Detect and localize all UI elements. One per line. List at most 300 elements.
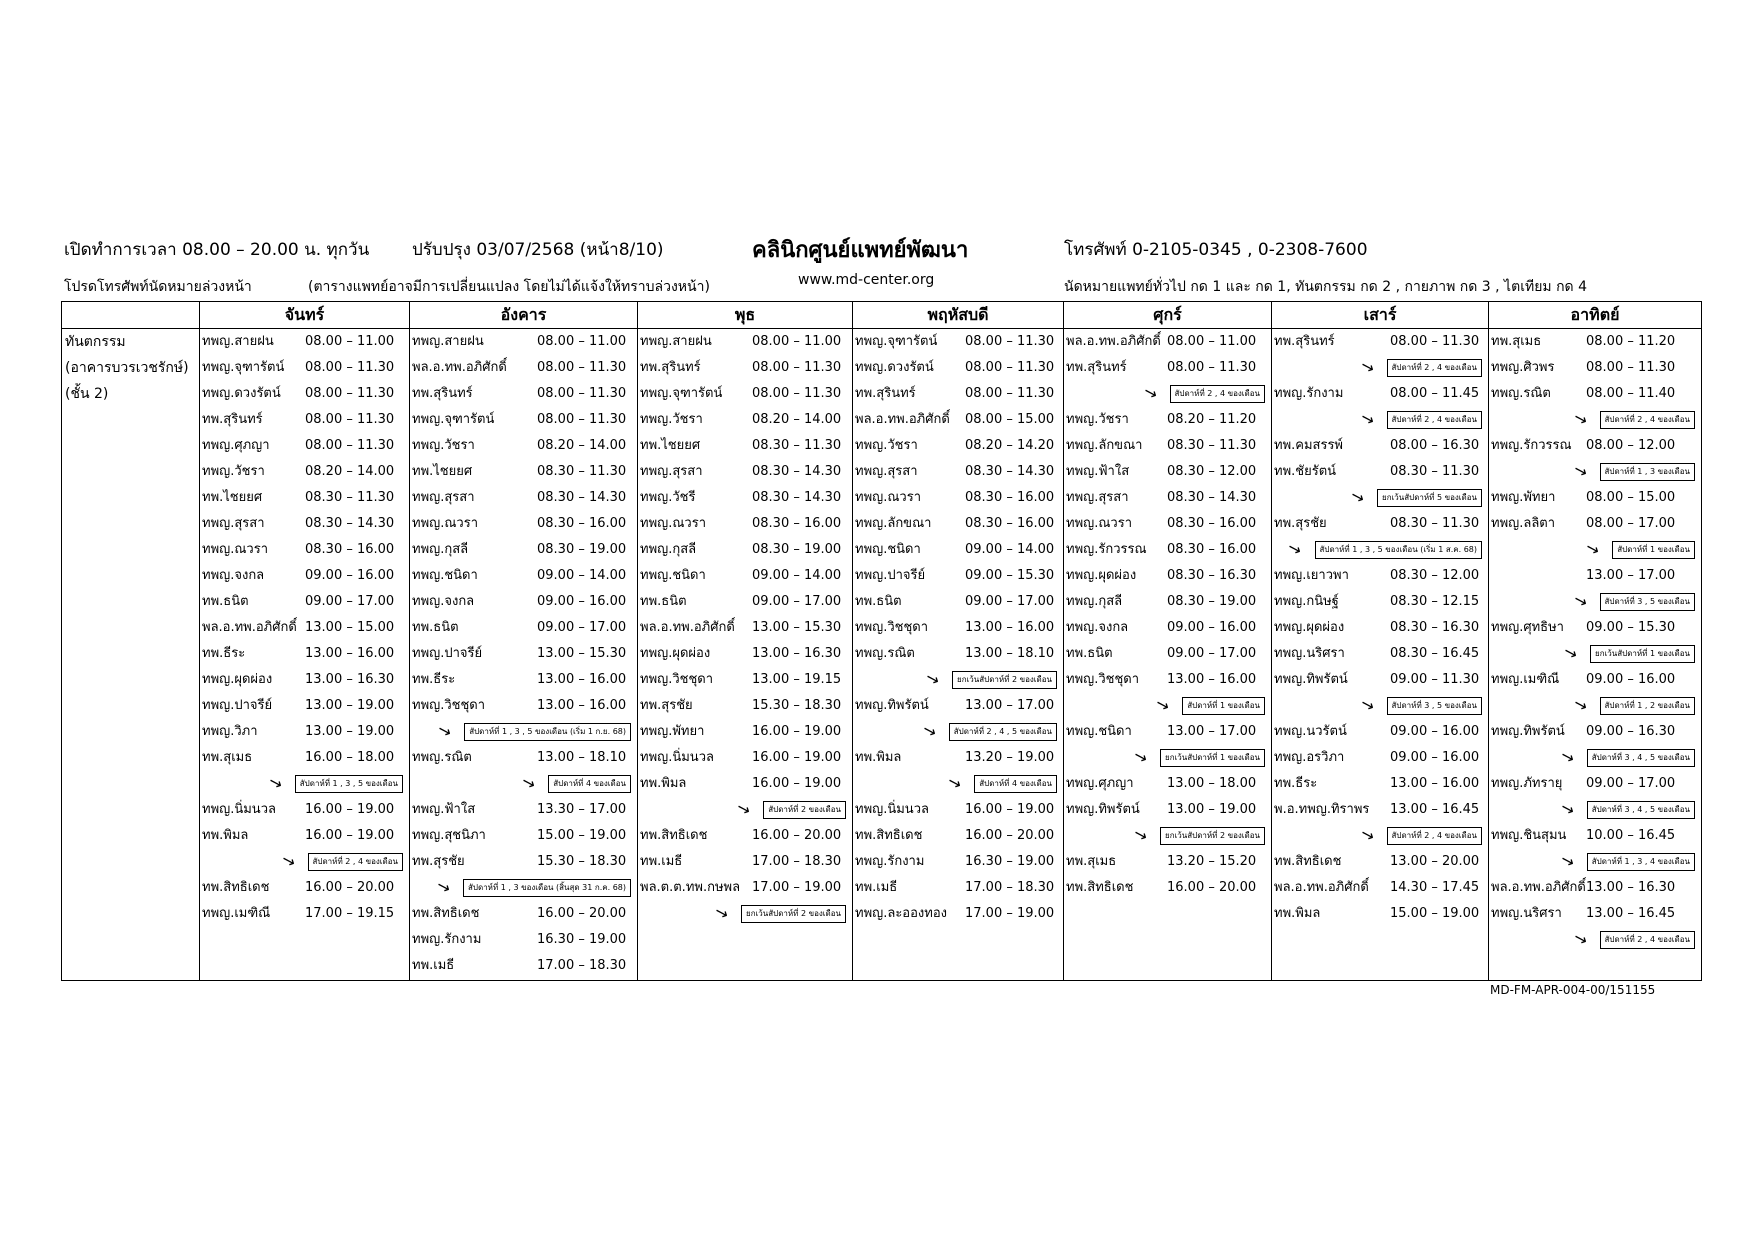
week-note: สัปดาห์ที่ 1 , 2 ของเดือน [1600, 697, 1695, 715]
department-floor: (ชั้น 2) [65, 386, 109, 402]
doctor-entry [410, 823, 637, 849]
doctor-name: ทพญ.อรวิภา [1274, 750, 1345, 765]
arrow-icon: → [1570, 589, 1592, 613]
note-row [1064, 745, 1271, 771]
week-note: สัปดาห์ที่ 3 , 4 , 5 ของเดือน [1587, 801, 1695, 819]
time-range: 08.30 – 16.00 [965, 516, 1055, 531]
doctor-entry [853, 459, 1063, 485]
time-range: 08.30 – 14.30 [305, 516, 395, 531]
doctor-entry [1272, 563, 1488, 589]
doctor-name: พล.อ.ทพ.อภิศักดิ์ [1491, 880, 1586, 895]
week-note: ยกเว้นสัปดาห์ที่ 5 ของเดือน [1377, 489, 1482, 507]
doctor-name: ทพ.พิมล [855, 750, 902, 765]
doctor-entry [1064, 563, 1271, 589]
doctor-name: ทพญ.กนิษฐ์ [1274, 594, 1339, 609]
time-range: 08.00 – 11.20 [1586, 334, 1676, 349]
time-range: 08.00 – 11.30 [305, 360, 395, 375]
week-note: สัปดาห์ที่ 2 , 4 ของเดือน [1600, 411, 1695, 429]
time-range: 08.30 – 16.30 [1167, 568, 1257, 583]
note-row [1272, 407, 1488, 433]
doctor-entry [410, 667, 637, 693]
doctor-name: ทพ.สิทธิเดช [412, 906, 480, 921]
week-note: สัปดาห์ที่ 4 ของเดือน [548, 775, 631, 793]
doctor-entry [410, 329, 637, 355]
doctor-entry [1272, 433, 1488, 459]
doctor-entry [200, 797, 409, 823]
doctor-entry [1272, 771, 1488, 797]
doctor-entry [1489, 485, 1701, 511]
doctor-name: ทพ.สุรินทร์ [855, 386, 916, 401]
doctor-name: พล.อ.ทพ.อภิศักดิ์ [412, 360, 507, 375]
time-range: 08.30 – 16.45 [1390, 646, 1480, 661]
schedule-table [61, 301, 1702, 981]
week-note: สัปดาห์ที่ 2 , 4 ของเดือน [1170, 385, 1265, 403]
note-row [638, 797, 852, 823]
time-range: 09.00 – 17.00 [305, 594, 395, 609]
doctor-entry [410, 485, 637, 511]
doctor-name: ทพญ.ณวรา [412, 516, 478, 531]
week-note: ยกเว้นสัปดาห์ที่ 1 ของเดือน [1590, 645, 1695, 663]
doctor-entry [853, 615, 1063, 641]
doctor-name: ทพญ.ชนิดา [855, 542, 921, 557]
doctor-entry [410, 537, 637, 563]
time-range: 13.00 – 15.30 [537, 646, 627, 661]
note-row [1064, 381, 1271, 407]
doctor-entry [853, 537, 1063, 563]
doctor-name: ทพญ.สายฝน [202, 334, 274, 349]
arrow-icon: → [1557, 849, 1579, 873]
time-range: 09.00 – 14.00 [965, 542, 1055, 557]
schedule-body-row [62, 329, 1702, 981]
doctor-name: ทพญ.ปาจรีย์ [855, 568, 926, 583]
doctor-entry [1272, 459, 1488, 485]
arrow-icon: → [711, 901, 733, 925]
doctor-entry [410, 589, 637, 615]
doctor-name: ทพ.คมสรรพ์ [1274, 438, 1344, 453]
doctor-name: ทพ.ธีระ [202, 646, 246, 661]
doctor-entry [200, 745, 409, 771]
doctor-name: ทพญ.วัชรา [855, 438, 918, 453]
day-column-sun [1489, 329, 1702, 981]
note-row [1489, 745, 1701, 771]
time-range: 09.00 – 16.00 [537, 594, 627, 609]
doctor-name: ทพญ.นิ่มนวล [855, 802, 929, 817]
doctor-entry [1489, 355, 1701, 381]
doctor-name: ทพญ.เยาวพา [1274, 568, 1349, 583]
doctor-name: พล.ต.ต.ทพ.กษพล [640, 880, 741, 895]
doctor-name: ทพญ.วิชชุดา [412, 698, 486, 713]
time-range: 17.00 – 18.30 [752, 854, 842, 869]
time-range: 13.00 – 16.45 [1586, 906, 1676, 921]
doctor-entry [638, 745, 852, 771]
time-range: 08.00 – 11.00 [537, 334, 627, 349]
phone-numbers: โทรศัพท์ 0-2105-0345 , 0-2308-7600 [1064, 240, 1368, 260]
note-row [1489, 641, 1701, 667]
doctor-name: ทพ.พิมล [202, 828, 249, 843]
doctor-name: ทพญ.สุรสา [855, 464, 918, 479]
week-note: สัปดาห์ที่ 2 , 4 ของเดือน [308, 853, 403, 871]
doctor-name: ทพญ.วัชรา [202, 464, 265, 479]
doctor-name: ทพญ.ลักขณา [855, 516, 932, 531]
doctor-name: ทพญ.นิ่มนวล [202, 802, 276, 817]
doctor-name: ทพญ.ดวงรัตน์ [202, 386, 281, 401]
doctor-entry [853, 693, 1063, 719]
doctor-entry [1489, 511, 1701, 537]
doctor-entry [853, 823, 1063, 849]
time-range: 08.30 – 11.30 [1167, 438, 1257, 453]
time-range: 08.30 – 16.00 [305, 542, 395, 557]
time-range: 09.00 – 17.00 [752, 594, 842, 609]
time-range: 08.00 – 15.00 [1586, 490, 1676, 505]
doctor-name: ทพ.ธนิต [1066, 646, 1113, 661]
time-range: 08.00 – 12.00 [1586, 438, 1676, 453]
doctor-entry [1064, 849, 1271, 875]
doctor-name: ทพญ.ทิพรัตน์ [1066, 802, 1140, 817]
doctor-name: พล.อ.ทพ.อภิศักดิ์ [855, 412, 950, 427]
time-range: 08.30 – 16.00 [1167, 542, 1257, 557]
time-range: 13.00 – 18.10 [537, 750, 627, 765]
doctor-entry [410, 433, 637, 459]
week-note: สัปดาห์ที่ 1 , 3 ของเดือน [1600, 463, 1695, 481]
day-header-row [62, 302, 1702, 329]
doctor-name: ทพญ.ลลิตา [1491, 516, 1556, 531]
note-row [410, 875, 637, 901]
time-range: 16.00 – 19.00 [752, 750, 842, 765]
time-range: 16.00 – 19.00 [965, 802, 1055, 817]
time-range: 13.00 – 18.10 [965, 646, 1055, 661]
doctor-entry [853, 745, 1063, 771]
doctor-entry [1064, 641, 1271, 667]
doctor-entry [853, 381, 1063, 407]
day-column-sat [1272, 329, 1489, 981]
doctor-entry [200, 901, 409, 927]
time-range: 08.20 – 14.20 [965, 438, 1055, 453]
doctor-name: ทพ.ไชยยศ [412, 464, 473, 479]
doctor-name: ทพญ.พัทยา [640, 724, 705, 739]
doctor-entry [410, 849, 637, 875]
doctor-name: ทพญ.รักงาม [1274, 386, 1344, 401]
time-range: 08.30 – 19.00 [752, 542, 842, 557]
time-range: 09.00 – 17.00 [537, 620, 627, 635]
time-range: 13.00 – 16.30 [305, 672, 395, 687]
doctor-entry [410, 953, 637, 979]
note-row [638, 901, 852, 927]
time-range: 13.00 – 16.00 [1390, 776, 1480, 791]
doctor-entry [410, 901, 637, 927]
phone-menu-note: นัดหมายแพทย์ทั่วไป กด 1 และ กด 1, ทันตกรรม กด 2 , กายภาพ กด 3 , ไตเทียม กด 4 [1064, 279, 1588, 295]
time-range: 08.30 – 11.30 [1390, 464, 1480, 479]
doctor-name: ทพญ.ผุดผ่อง [1066, 568, 1137, 583]
doctor-entry [410, 745, 637, 771]
doctor-entry [1272, 875, 1488, 901]
doctor-entry [410, 459, 637, 485]
doctor-entry [853, 849, 1063, 875]
department-cell [62, 329, 200, 981]
doctor-entry [1489, 875, 1701, 901]
note-row [1064, 823, 1271, 849]
doctor-entry [1489, 329, 1701, 355]
day-column-wed [638, 329, 853, 981]
doctor-entry [638, 589, 852, 615]
arrow-icon: → [1357, 355, 1379, 379]
doctor-name: พล.อ.ทพ.อภิศักดิ์ [640, 620, 735, 635]
time-range: 15.00 – 19.00 [1390, 906, 1480, 921]
time-range: 13.00 – 15.30 [752, 620, 842, 635]
time-range: 09.00 – 17.00 [1586, 776, 1676, 791]
doctor-name: ทพญ.สายฝน [640, 334, 712, 349]
doctor-name: ทพญ.ชินสุมน [1491, 828, 1567, 843]
time-range: 13.00 – 17.00 [1586, 568, 1676, 583]
doctor-name: ทพ.สุเมธ [1066, 854, 1117, 869]
doctor-name: ทพญ.ผุดผ่อง [202, 672, 273, 687]
arrow-icon: → [1130, 823, 1152, 847]
day-column-tue [410, 329, 638, 981]
week-note: สัปดาห์ที่ 1 , 3 , 5 ของเดือน (เริ่ม 1 ส.ค. 68) [1315, 541, 1483, 559]
time-range: 09.00 – 17.00 [1167, 646, 1257, 661]
arrow-icon: → [1557, 797, 1579, 821]
note-row [1489, 927, 1701, 953]
doctor-name: ทพญ.ฟ้าใส [412, 802, 476, 817]
time-range: 08.20 – 14.00 [537, 438, 627, 453]
doctor-entry [1272, 381, 1488, 407]
doctor-name: ทพญ.ศิวพร [1491, 360, 1555, 375]
time-range: 13.00 – 19.15 [752, 672, 842, 687]
time-range: 16.00 – 18.00 [305, 750, 395, 765]
corner-cell [62, 302, 200, 329]
time-range: 08.30 – 14.30 [752, 490, 842, 505]
time-range: 08.30 – 11.30 [305, 490, 395, 505]
doctor-entry [1272, 329, 1488, 355]
time-range: 16.00 – 19.00 [752, 724, 842, 739]
day-header-tue: อังคาร [410, 302, 638, 329]
time-range: 08.00 – 11.30 [537, 360, 627, 375]
time-range: 16.00 – 20.00 [305, 880, 395, 895]
doctor-name: ทพญ.สุรสา [1066, 490, 1129, 505]
note-row [1272, 485, 1488, 511]
doctor-entry [1064, 485, 1271, 511]
doctor-entry [638, 615, 852, 641]
doctor-entry [200, 355, 409, 381]
doctor-name: ทพญ.ทิพรัตน์ [855, 698, 929, 713]
doctor-entry [638, 563, 852, 589]
time-range: 08.30 – 16.00 [1167, 516, 1257, 531]
doctor-entry [1064, 615, 1271, 641]
doctor-entry [410, 355, 637, 381]
time-range: 13.00 – 20.00 [1390, 854, 1480, 869]
doctor-name: ทพ.ธนิต [412, 620, 459, 635]
doctor-name: ทพญ.วัชรี [640, 490, 696, 505]
doctor-name: ทพญ.นริศรา [1491, 906, 1562, 921]
time-range: 08.00 – 15.00 [965, 412, 1055, 427]
arrow-icon: → [922, 667, 944, 691]
time-range: 08.30 – 14.30 [537, 490, 627, 505]
time-range: 08.00 – 11.00 [752, 334, 842, 349]
website-link[interactable]: www.md-center.org [798, 272, 935, 288]
doctor-name: ทพญ.นวรัตน์ [1274, 724, 1347, 739]
doctor-entry [200, 485, 409, 511]
doctor-entry [410, 407, 637, 433]
week-note: สัปดาห์ที่ 1 , 3 , 5 ของเดือน (เริ่ม 1 ก.ย. 68) [464, 723, 631, 741]
doctor-entry [1272, 667, 1488, 693]
day-column-thu [853, 329, 1064, 981]
week-note: สัปดาห์ที่ 3 , 4 , 5 ของเดือน [1587, 749, 1695, 767]
time-range: 13.00 – 16.00 [537, 672, 627, 687]
doctor-entry [200, 381, 409, 407]
arrow-icon: → [1130, 745, 1152, 769]
week-note: ยกเว้นสัปดาห์ที่ 1 ของเดือน [1160, 749, 1265, 767]
doctor-name: ทพญ.วัชรา [412, 438, 475, 453]
time-range: 15.00 – 19.00 [537, 828, 627, 843]
time-range: 13.20 – 19.00 [965, 750, 1055, 765]
doctor-entry [1489, 433, 1701, 459]
doctor-name: ทพญ.ชนิดา [412, 568, 478, 583]
doctor-name: ทพญ.ฟ้าใส [1066, 464, 1130, 479]
note-row [1489, 459, 1701, 485]
note-row [410, 771, 637, 797]
doctor-entry [638, 459, 852, 485]
doctor-name: ทพญ.รณิต [412, 750, 472, 765]
doctor-entry [853, 485, 1063, 511]
doctor-name: ทพญ.จงกล [1066, 620, 1129, 635]
doctor-entry [638, 407, 852, 433]
time-range: 09.00 – 16.00 [1390, 750, 1480, 765]
doctor-entry [200, 537, 409, 563]
clinic-name: คลินิกศูนย์แพทย์พัฒนา [752, 238, 969, 263]
time-range: 08.00 – 11.30 [305, 412, 395, 427]
time-range: 08.00 – 11.30 [1167, 360, 1257, 375]
doctor-name: ทพญ.นิ่มนวล [640, 750, 714, 765]
doctor-entry [853, 875, 1063, 901]
arrow-icon: → [733, 797, 755, 821]
time-range: 16.00 – 20.00 [1167, 880, 1257, 895]
arrow-icon: → [1560, 641, 1582, 665]
arrow-icon: → [278, 849, 300, 873]
doctor-name: ทพญ.รักงาม [412, 932, 482, 947]
doctor-name: ทพญ.สายฝน [412, 334, 484, 349]
doctor-entry [410, 797, 637, 823]
doctor-entry [200, 329, 409, 355]
doctor-entry [200, 667, 409, 693]
doctor-entry [638, 823, 852, 849]
time-range: 09.00 – 14.00 [537, 568, 627, 583]
time-range: 13.20 – 15.20 [1167, 854, 1257, 869]
doctor-name: พ.อ.ทพญ.ทิราพร [1274, 802, 1370, 817]
time-range: 08.00 – 11.40 [1586, 386, 1676, 401]
arrow-icon: → [434, 719, 456, 743]
doctor-name: ทพญ.ละอองทอง [855, 906, 947, 921]
week-note: สัปดาห์ที่ 1 , 3 , 4 ของเดือน [1587, 853, 1695, 871]
doctor-name: ทพญ.จุฑารัตน์ [412, 412, 495, 427]
time-range: 08.30 – 19.00 [1167, 594, 1257, 609]
doctor-entry [1064, 589, 1271, 615]
time-range: 09.00 – 17.00 [965, 594, 1055, 609]
doctor-name: ทพญ.จงกล [202, 568, 265, 583]
doctor-entry [1064, 433, 1271, 459]
time-range: 08.30 – 16.30 [1390, 620, 1480, 635]
time-range: 16.30 – 19.00 [965, 854, 1055, 869]
week-note: สัปดาห์ที่ 2 , 4 ของเดือน [1387, 359, 1482, 377]
doctor-entry [1272, 589, 1488, 615]
doctor-name: ทพ.สุเมธ [1491, 334, 1542, 349]
doctor-name: ทพญ.วัชรา [1066, 412, 1129, 427]
time-range: 13.00 – 16.00 [1167, 672, 1257, 687]
doctor-entry [1489, 615, 1701, 641]
doctor-entry [1064, 719, 1271, 745]
doctor-name: ทพญ.ชนิดา [640, 568, 706, 583]
doctor-entry [410, 927, 637, 953]
time-range: 08.00 – 11.30 [305, 386, 395, 401]
week-note: สัปดาห์ที่ 2 , 4 ของเดือน [1387, 411, 1482, 429]
doctor-entry [200, 719, 409, 745]
time-range: 08.30 – 12.00 [1390, 568, 1480, 583]
time-range: 08.30 – 12.00 [1167, 464, 1257, 479]
day-column-mon [200, 329, 410, 981]
time-range: 08.00 – 16.30 [1390, 438, 1480, 453]
time-range: 08.00 – 11.30 [965, 386, 1055, 401]
time-range: 08.30 – 14.30 [1167, 490, 1257, 505]
doctor-entry [1272, 849, 1488, 875]
doctor-entry [638, 641, 852, 667]
arrow-icon: → [1347, 485, 1369, 509]
doctor-entry [1489, 901, 1701, 927]
time-range: 08.30 – 16.00 [752, 516, 842, 531]
doctor-name: พล.อ.ทพ.อภิศักดิ์ [1274, 880, 1369, 895]
note-row [1272, 355, 1488, 381]
day-header-thu: พฤหัสบดี [853, 302, 1064, 329]
time-range: 13.00 – 18.00 [1167, 776, 1257, 791]
time-range: 13.00 – 16.30 [1586, 880, 1676, 895]
doctor-name: ทพ.ธนิต [202, 594, 249, 609]
time-range: 08.00 – 11.00 [305, 334, 395, 349]
doctor-name: ทพ.พิมล [640, 776, 687, 791]
week-note: สัปดาห์ที่ 1 , 3 ของเดือน (สิ้นสุด 31 ก.ค. 68) [463, 879, 631, 897]
week-note: สัปดาห์ที่ 3 , 5 ของเดือน [1387, 697, 1482, 715]
doctor-entry [1489, 719, 1701, 745]
note-row [1272, 823, 1488, 849]
doctor-entry [1064, 875, 1271, 901]
doctor-entry [1489, 381, 1701, 407]
doctor-name: ทพ.สุรชัย [412, 854, 465, 869]
doctor-entry [638, 355, 852, 381]
time-range: 08.00 – 11.30 [965, 360, 1055, 375]
note-row [1489, 693, 1701, 719]
note-row [853, 719, 1063, 745]
doctor-name: ทพ.สุรินทร์ [640, 360, 701, 375]
doctor-entry [1064, 511, 1271, 537]
note-row [1489, 797, 1701, 823]
note-row [1272, 693, 1488, 719]
time-range: 09.00 – 16.00 [1586, 672, 1676, 687]
doctor-entry [853, 589, 1063, 615]
note-row [1489, 537, 1701, 563]
doctor-name: ทพญ.ผุดผ่อง [1274, 620, 1345, 635]
time-range: 16.00 – 20.00 [537, 906, 627, 921]
doctor-name: ทพญ.วัชรา [640, 412, 703, 427]
arrow-icon: → [1570, 693, 1592, 717]
doctor-entry [638, 537, 852, 563]
doctor-entry [410, 641, 637, 667]
doctor-entry [1272, 615, 1488, 641]
time-range: 13.00 – 17.00 [1167, 724, 1257, 739]
doctor-name: ทพ.พิมล [1274, 906, 1321, 921]
doctor-name: ทพญ.ณวรา [640, 516, 706, 531]
note-row [1489, 407, 1701, 433]
time-range: 16.00 – 19.00 [752, 776, 842, 791]
doctor-entry [200, 589, 409, 615]
doctor-entry [853, 901, 1063, 927]
time-range: 08.20 – 14.00 [305, 464, 395, 479]
doctor-name: ทพญ.ณวรา [202, 542, 268, 557]
